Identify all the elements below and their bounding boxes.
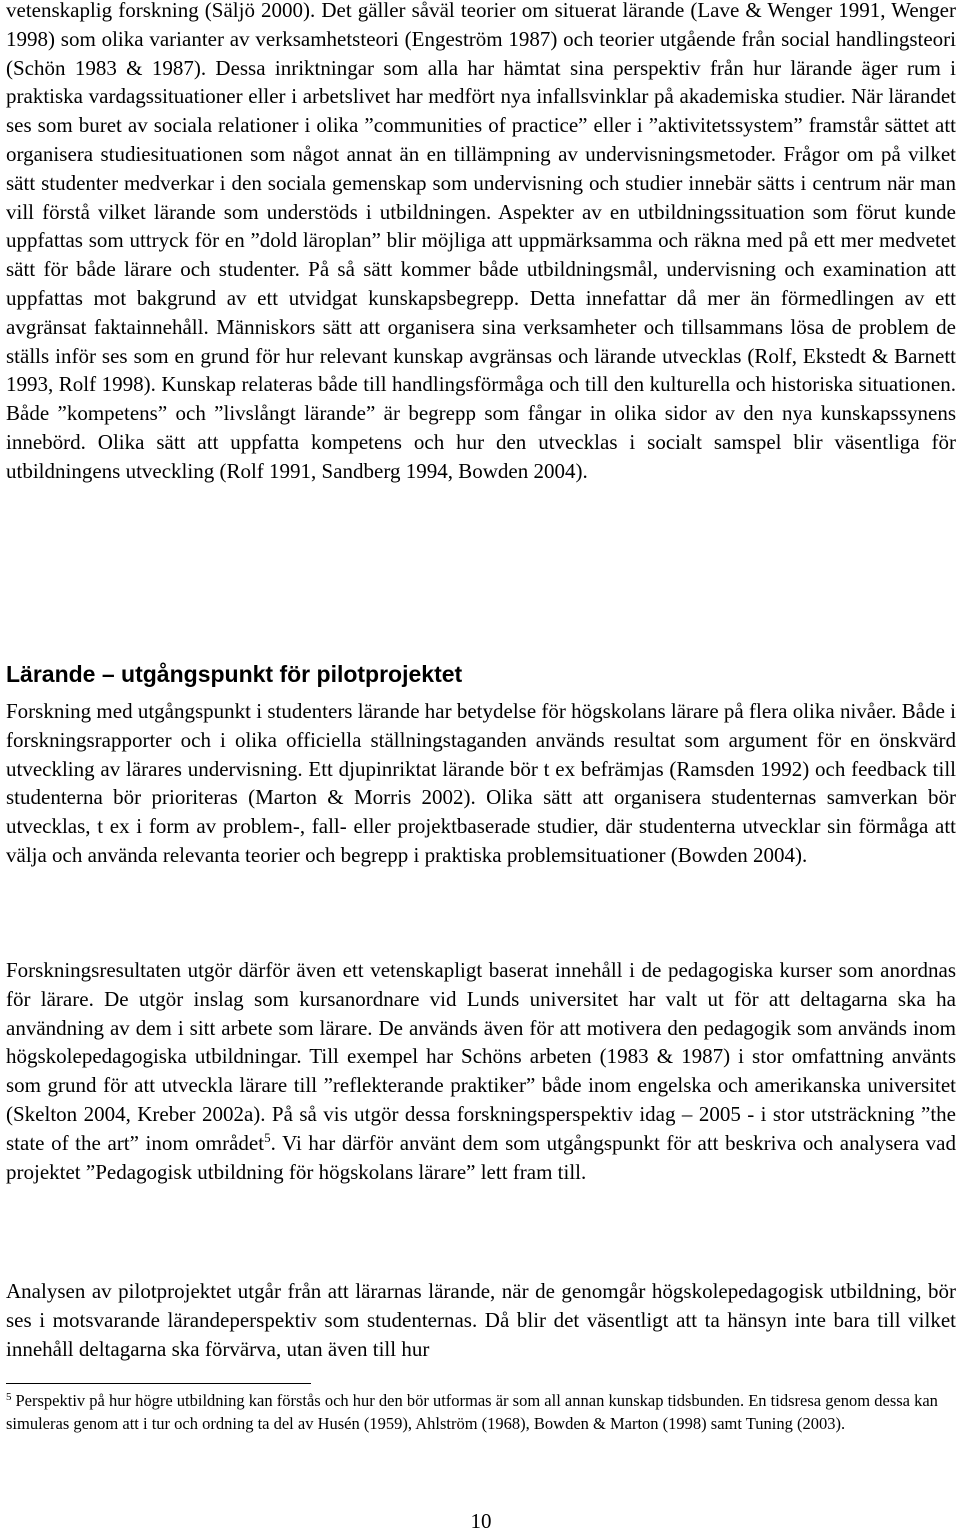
footnote-number: 5 xyxy=(6,1390,12,1403)
footnote-separator xyxy=(6,1383,311,1384)
page-number: 10 xyxy=(470,1509,492,1533)
body-paragraph-4: Analysen av pilotprojektet utgår från att lärarnas lärande, när de genomgår högskolepedagogisk utbildning, bör ses i motsvarande lärandeperspektiv som studenternas. Då blir det väsentligt att ta hänsyn inte bara till vilket innehåll deltagarna ska förvärva, utan även till hur xyxy=(6,1279,956,1361)
footnote xyxy=(6,1390,956,1435)
footnote-text: Perspektiv på hur högre utbildning kan förstås och hur den bör utformas är som all annan kunskap tidsbunden. En tidsresa genom dessa kan simuleras genom att i tur och ordning ta del av Husén (1959), Ahlström (1968), Bowden & Marton (1998) samt Tuning (2003). xyxy=(6,1391,938,1433)
body-paragraph-3 xyxy=(6,956,956,1186)
body-paragraph-1: vetenskaplig forskning (Säljö 2000). Det gäller såväl teorier om situerat lärande (Lave & Wenger 1991, Wenger 1998) som olika varianter av verksamhetsteori (Engeström 1987) och teorier utgående från social handlingsteori (Schön 1983 & 1987). Dessa inriktningar som alla har hämtat sina perspektiv från hur lärande äger rum i praktiska vardagssituationer eller i arbetslivet har medfört nya infallsvinklar på akademiska studier. När lärandet ses som buret av sociala relationer i olika ”communities of practice” eller i ”aktivitetssystem” framstår sättet att organisera studiesituationen som något annat än en tillämpning av undervisningsmetoder. Frågor om på vilket sätt studenter medverkar i den sociala gemenskap som undervisning och studier innebär sätts i centrum när man vill förstå vilket lärande som understöds i utbildningen. Aspekter av en utbildningssituation som förut kunde uppfattas som uttryck för en ”dold läroplan” blir möjliga att uppmärksamma och räkna med på ett mer medvetet sätt för både lärare och studenter. På så sätt kommer både utbildningsmål, undervisning och examination att uppfattas mot bakgrund av ett utvidgat kunskapsbegrepp. Detta innefattar då mer än förmedlingen av ett avgränsat faktainnehåll. Människors sätt att organisera sina verksamheter och tillsammans lösa de problem de ställs inför ses som en grund för hur relevant kunskap avgränsas och lärande utvecklas (Rolf, Ekstedt & Barnett 1993, Rolf 1998). Kunskap relateras både till handlingsförmåga och till den kulturella och historiska situationen. Både ”kompetens” och ”livslångt lärande” är begrepp som fångar in olika sidor av den nya kunskapssynens innebörd. Olika sätt att uppfatta kompetens och hur den utvecklas i socialt samspel blir väsentliga för utbildningens utveckling (Rolf 1991, Sandberg 1994, Bowden 2004). xyxy=(6,0,956,483)
footnote-reference: 5 xyxy=(264,1129,271,1145)
paragraph-3-text-after-note: . Vi har därför använt dem som utgångspunkt för att beskriva och analysera vad projektet ”Pedagogisk utbildning för högskolans lärare” lett fram till. xyxy=(6,1130,956,1184)
section-heading: Lärande – utgångspunkt för pilotprojektet xyxy=(6,661,463,687)
paragraph-3-text-before-note: Forskningsresultaten utgör därför även ett vetenskapligt baserat innehåll i de pedagogiska kurser som anordnas för lärare. De utgör inslag som kursanordnare vid Lunds universitet har valt ut för att deltagarna ska ha användning av dem i sitt arbete som lärare. De används även för att motivera den pedagogik som används inom högskolepedagogiska utbildningar. Till exempel har Schöns arbeten (1983 & 1987) i stor omfattning använts som grund för att utveckla lärare till ”reflekterande praktiker” både inom engelska och amerikanska universitet (Skelton 2004, Kreber 2002a). På så vis utgör dessa forskningsperspektiv idag – 2005 - i stor utsträckning ”the state of the art” inom området xyxy=(6,958,956,1155)
body-paragraph-2: Forskning med utgångspunkt i studenters lärande har betydelse för högskolans lärare på flera olika nivåer. Både i forskningsrapporter och i olika officiella ställningstaganden används resultat som argument för en önskvärd utveckling av lärares undervisning. Ett djupinriktat lärande bör t ex befrämjas (Ramsden 1992) och feedback till studenterna bör prioriteras (Marton & Morris 2002). Olika sätt att organisera studenternas samverkan bör utvecklas, t ex i form av problem-, fall- eller projektbaserade studier, där studenterna utvecklar sin förmåga att välja och använda relevanta teorier och begrepp i praktiska problemsituationer (Bowden 2004). xyxy=(6,699,956,867)
